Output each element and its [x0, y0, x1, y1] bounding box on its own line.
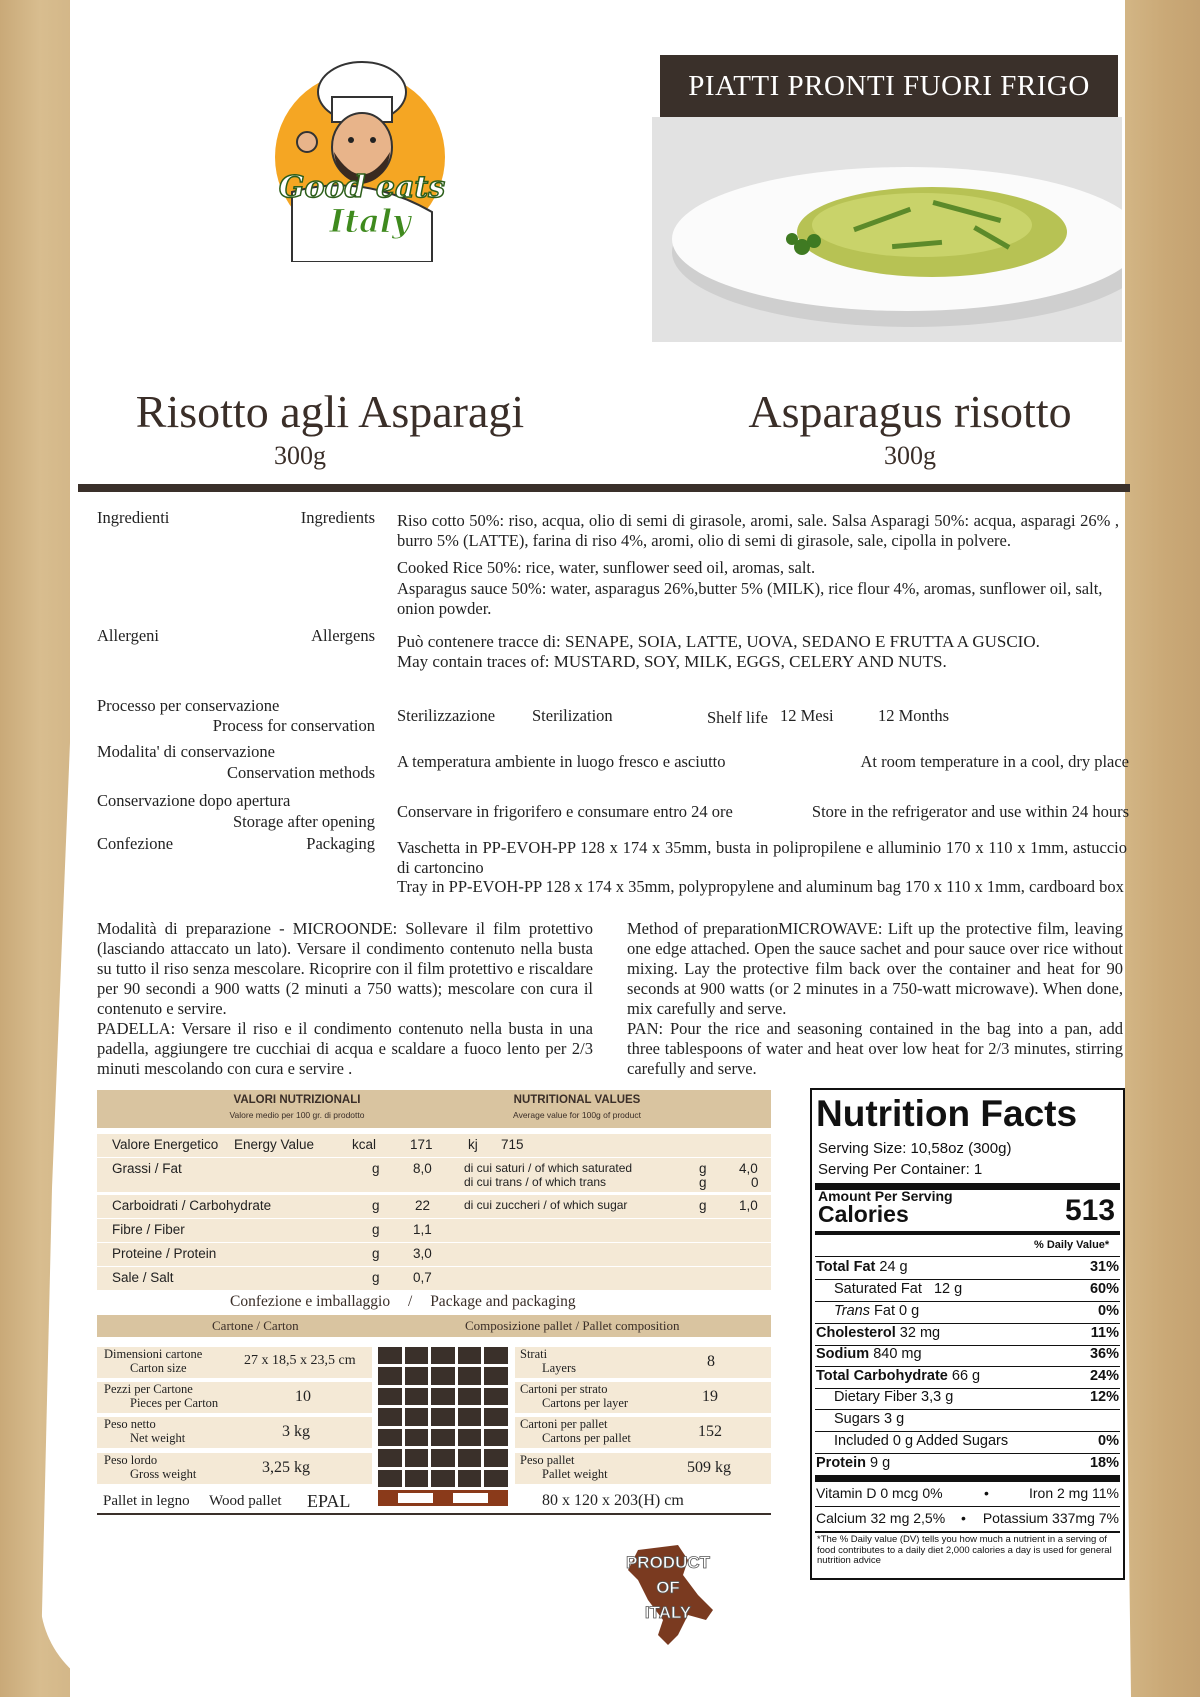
- nf-footnote: *The % Daily value (DV) tells you how much a nutrient in a serving of food contributes to a daily diet 2,000 calories a day is used for general nutrition advice: [817, 1534, 1112, 1566]
- label-after-opening-en: Storage after opening: [232, 812, 375, 831]
- nf-rule: [815, 1506, 1120, 1507]
- nf-bar-3: [815, 1475, 1120, 1482]
- shelf-life-it: 12 Mesi: [780, 706, 834, 725]
- nf-row-cholesterol: Cholesterol 32 mg 11%: [816, 1325, 1119, 1341]
- nv-saturated-unit: g: [699, 1161, 707, 1176]
- nv-protein-value: 3,0: [413, 1246, 432, 1261]
- pallet-weight-en: Pallet weight: [542, 1467, 608, 1481]
- nf-row-trans-fat: Trans Fat 0 g 0%: [834, 1303, 1119, 1319]
- label-conservation-it: Modalita' di conservazione: [97, 742, 275, 761]
- nv-sugar: di cui zuccheri / of which sugar: [464, 1198, 628, 1212]
- cartons-per-pallet-en: Cartons per pallet: [542, 1431, 631, 1445]
- packaging-title: [230, 1293, 576, 1311]
- nf-row-protein: Protein 9 g 18%: [816, 1455, 1119, 1471]
- preparation-en: Method of preparationMICROWAVE: Lift up the protective film, leaving one edge attached. Open the sauce sachet and pour sauce over rice without mixing. Lay the protective film back over the container and heat for 90 seconds at 900 watts (or 2 minutes in a 750-watt microwave). When done, mix carefully and serve.: [627, 919, 1123, 1018]
- net-weight-en: Net weight: [130, 1431, 186, 1445]
- pieces-row: [97, 1382, 372, 1413]
- allergens-text-en: May contain traces of: MUSTARD, SOY, MILK, EGGS, CELERY AND NUTS.: [397, 652, 947, 671]
- nv-fibre-unit: g: [372, 1222, 380, 1237]
- preparation-en-pan: PAN: Pour the rice and seasoning contained in the bag into a pan, add three tablespoons of water and heat over low heat for 2/3 minutes, stirring carefully and serve.: [627, 1019, 1123, 1078]
- logo-text-1: Good eats: [278, 170, 446, 205]
- nv-row-protein: [97, 1243, 771, 1266]
- cartons-per-layer-row: [515, 1382, 771, 1413]
- shelf-life-label: Shelf life: [707, 708, 768, 727]
- after-opening-value-it: Conservare in frigorifero e consumare entro 24 ore: [397, 802, 733, 821]
- gross-weight-en: Gross weight: [130, 1467, 197, 1481]
- packaging-title-en: Package and packaging: [430, 1293, 576, 1310]
- packaging-title-sep: /: [408, 1293, 413, 1310]
- allergens-text-it: Può contenere tracce di: SENAPE, SOIA, LATTE, UOVA, SEDANO E FRUTTA A GUSCIO.: [397, 632, 1040, 651]
- cartons-per-layer-en: Cartons per layer: [542, 1396, 629, 1410]
- cartons-per-pallet-row: [515, 1417, 771, 1448]
- pallet-weight-row: [515, 1453, 771, 1484]
- label-allergens: Allergens: [311, 626, 375, 645]
- nf-row-fiber: Dietary Fiber 3,3 g 12%: [834, 1389, 1119, 1405]
- wood-pallet-en: Wood pallet: [209, 1493, 282, 1509]
- cartons-per-layer-value: 19: [702, 1388, 718, 1405]
- nv-row-energy: [97, 1134, 771, 1157]
- after-opening-value-en: Store in the refrigerator and use within 24 hours: [811, 802, 1129, 821]
- packaging-value-en: Tray in PP-EVOH-PP 128 x 174 x 35mm, polypropylene and aluminum bag 170 x 110 x 1mm, cardboard box: [397, 877, 1124, 896]
- pallet-head: Composizione pallet / Pallet composition: [465, 1318, 680, 1333]
- ingredients-text-en: Cooked Rice 50%: rice, water, sunflower seed oil, aromas, salt.: [397, 558, 816, 577]
- nf-amount: Amount Per Serving: [818, 1188, 953, 1204]
- nv-sugar-unit: g: [699, 1198, 707, 1213]
- nv-head-it: VALORI NUTRIZIONALI: [233, 1094, 361, 1106]
- nf-calories: 513: [1065, 1194, 1116, 1227]
- gross-weight-row: [97, 1453, 372, 1484]
- poi-line-1: PRODUCT: [625, 1553, 711, 1572]
- nf-rule: [815, 1279, 1120, 1280]
- gross-weight-value: 3,25 kg: [262, 1459, 310, 1476]
- packaging-bottom-rule: [97, 1513, 771, 1515]
- nv-carb: Carboidrati / Carbohydrate: [112, 1198, 272, 1213]
- logo-text-2: Italy: [329, 202, 411, 240]
- cartons-per-layer-it: Cartoni per strato: [520, 1382, 608, 1396]
- label-process-en: Process for conservation: [212, 716, 375, 735]
- nf-serving-per: Serving Per Container: 1: [818, 1161, 983, 1178]
- nf-rule: [815, 1431, 1120, 1432]
- nf-rule: [815, 1301, 1120, 1302]
- carton-size-en: Carton size: [130, 1361, 187, 1375]
- gross-weight-it: Peso lordo: [104, 1453, 158, 1467]
- nf-rule: [815, 1323, 1120, 1324]
- layers-value: 8: [707, 1353, 715, 1370]
- label-allergeni: Allergeni: [97, 626, 160, 645]
- label-conservation-en: Conservation methods: [226, 763, 375, 782]
- nf-row-saturated-fat: Saturated Fat 12 g 60%: [834, 1281, 1119, 1297]
- pallet-weight-value: 509 kg: [687, 1459, 731, 1476]
- wood-pallet-it: Pallet in legno: [103, 1493, 190, 1509]
- nf-rule: [815, 1409, 1120, 1410]
- nf-row-added-sugars: Included 0 g Added Sugars 0%: [834, 1433, 1119, 1449]
- nv-trans: di cui trans / of which trans: [464, 1175, 607, 1189]
- label-packaging-en: Packaging: [306, 834, 375, 853]
- carton-size-row: [97, 1347, 372, 1378]
- nv-carb-value: 22: [415, 1198, 431, 1213]
- nv-sub-it: Valore medio per 100 gr. di prodotto: [229, 1110, 365, 1120]
- layers-row: [515, 1347, 771, 1378]
- nf-calories-label: Calories: [818, 1201, 909, 1227]
- carton-size-value: 27 x 18,5 x 23,5 cm: [244, 1353, 356, 1368]
- nv-sugar-value: 1,0: [739, 1198, 758, 1213]
- conservation-value-en: At room temperature in a cool, dry place: [860, 752, 1129, 771]
- weight-italian: 300g: [274, 441, 326, 470]
- net-weight-it: Peso netto: [104, 1417, 156, 1431]
- nv-saturated: di cui saturi / of which saturated: [464, 1161, 633, 1175]
- nv-protein: Proteine / Protein: [112, 1246, 217, 1261]
- product-of-italy-badge: [618, 1540, 723, 1650]
- pallet-stack-icon: [378, 1347, 508, 1487]
- process-value-en: Sterilization: [532, 706, 613, 725]
- nv-saturated-value: 4,0: [739, 1161, 758, 1176]
- carton-head: Cartone / Carton: [212, 1318, 299, 1333]
- nv-row-fat: [97, 1158, 771, 1192]
- nf-rule: [815, 1531, 1120, 1533]
- carton-size-it: Dimensioni cartone: [104, 1347, 203, 1361]
- nv-trans-value: 0: [751, 1175, 759, 1190]
- nutrition-facts-panel: [810, 1088, 1125, 1580]
- divider-rule: [78, 484, 1130, 492]
- pieces-en: Pieces per Carton: [130, 1396, 219, 1410]
- pieces-value: 10: [295, 1388, 311, 1405]
- title-english: Asparagus risotto: [748, 386, 1072, 437]
- nf-rule: [815, 1366, 1120, 1367]
- net-weight-row: [97, 1417, 372, 1448]
- nv-kcal: 171: [410, 1137, 433, 1152]
- banner: PIATTI PRONTI FUORI FRIGO: [660, 55, 1118, 117]
- nf-serving-size: Serving Size: 10,58oz (300g): [818, 1140, 1012, 1157]
- layers-it: Strati: [520, 1347, 548, 1361]
- nf-row-sodium: Sodium 840 mg 36%: [816, 1346, 1119, 1362]
- nf-row-total-fat: Total Fat 24 g 31%: [816, 1259, 1119, 1275]
- pallet-weight-it: Peso pallet: [520, 1453, 575, 1467]
- cartons-per-pallet-value: 152: [698, 1423, 722, 1440]
- nf-bar-2: [815, 1231, 1120, 1235]
- nv-salt-unit: g: [372, 1270, 380, 1285]
- label-after-opening-it: Conservazione dopo apertura: [97, 791, 291, 810]
- nv-row-fibre: [97, 1219, 771, 1242]
- ingredients-text-it: Riso cotto 50%: riso, acqua, olio di semi di girasole, aromi, sale. Salsa Asparagi 50%: acqua, asparagi 26% , burro 5% (LATTE), farina di riso 4%, aromi, olio di semi di girasole, sale, cipolla in polvere.: [397, 511, 1119, 550]
- nv-protein-unit: g: [372, 1246, 380, 1261]
- nv-salt: Sale / Salt: [112, 1270, 174, 1285]
- nv-fat: Grassi / Fat: [112, 1161, 182, 1176]
- label-packaging-it: Confezione: [97, 834, 174, 853]
- product-photo: [652, 117, 1122, 342]
- packaging-value-it: Vaschetta in PP-EVOH-PP 128 x 174 x 35mm, busta in polipropilene e alluminio 170 x 110 x 1mm, astuccio di cartoncino: [397, 838, 1127, 877]
- pallet-base-icon: [378, 1490, 508, 1506]
- preparation-it-pan: PADELLA: Versare il riso e il condimento contenuto nella busta in una padella, aggiungere tre cucchiai di acqua e scaldare a fuoco lento per 2/3 minuti mescolando con cura e servire .: [97, 1019, 593, 1078]
- label-ingredienti: Ingredienti: [97, 508, 170, 527]
- shelf-life-en: 12 Months: [878, 706, 950, 725]
- weight-english: 300g: [884, 441, 936, 470]
- nf-row-vitamin-iron: Vitamin D 0 mcg 0% • Iron 2 mg 11%: [816, 1485, 1119, 1501]
- brand-logo: [262, 52, 462, 262]
- process-value-it: Sterilizzazione: [397, 706, 496, 725]
- pieces-it: Pezzi per Cartone: [104, 1382, 193, 1396]
- net-weight-value: 3 kg: [282, 1423, 310, 1440]
- nf-rule: [815, 1256, 1120, 1257]
- nf-rule: [815, 1453, 1120, 1454]
- nv-trans-unit: g: [699, 1175, 707, 1190]
- label-ingredients: Ingredients: [300, 508, 375, 527]
- ingredients-text-en-2: Asparagus sauce 50%: water, asparagus 26%,butter 5% (MILK), rice flour 4%, aromas, sunflower oil, salt, onion powder.: [397, 579, 1103, 618]
- nv-energy-it: Valore Energetico: [112, 1137, 219, 1152]
- poi-line-2: OF: [656, 1578, 680, 1597]
- packaging-header: [97, 1315, 771, 1337]
- title-italian: Risotto agli Asparagi: [135, 386, 525, 437]
- nf-dv-head: % Daily Value*: [1034, 1239, 1110, 1251]
- nv-energy-en: Energy Value: [234, 1137, 315, 1152]
- cartons-per-pallet-it: Cartoni per pallet: [520, 1417, 608, 1431]
- nv-carb-unit: g: [372, 1198, 380, 1213]
- nv-head-en: NUTRITIONAL VALUES: [513, 1094, 641, 1106]
- nv-fat-value: 8,0: [413, 1161, 432, 1176]
- nv-salt-value: 0,7: [413, 1270, 432, 1285]
- nf-row-calcium-potassium: Calcium 32 mg 2,5% • Potassium 337mg 7%: [816, 1510, 1119, 1526]
- nv-row-carb: [97, 1195, 771, 1218]
- nutrition-table-header: [97, 1090, 771, 1128]
- nv-kj-unit: kj: [468, 1137, 478, 1152]
- preparation-it: Modalità di preparazione - MICROONDE: Sollevare il film protettivo (lasciando attaccato un lato). Versare il condimento contenuto nella busta su tutto il riso senza mescolare. Ricoprire con il film protettivo e riscaldare per 90 secondi a 900 watts (2 minuti a 750 watts); mescolare con cura il contenuto e servire.: [97, 919, 593, 1018]
- nv-fibre: Fibre / Fiber: [112, 1222, 185, 1237]
- nv-fibre-value: 1,1: [413, 1222, 432, 1237]
- nv-kcal-unit: kcal: [352, 1137, 377, 1152]
- nv-row-salt: [97, 1267, 771, 1290]
- label-process-it: Processo per conservazione: [97, 696, 280, 715]
- nutrition-values-table: [97, 1090, 771, 1290]
- wood-pallet-value: EPAL: [307, 1491, 351, 1511]
- layers-en: Layers: [542, 1361, 577, 1375]
- conservation-value-it: A temperatura ambiente in luogo fresco e asciutto: [397, 752, 726, 771]
- nv-kj: 715: [501, 1137, 524, 1152]
- nf-title: Nutrition Facts: [816, 1093, 1078, 1134]
- nv-fat-unit: g: [372, 1161, 380, 1176]
- nf-row-sugars: Sugars 3 g: [834, 1411, 905, 1427]
- poi-line-3: ITALY: [644, 1603, 692, 1622]
- packaging-title-it: Confezione e imballaggio: [230, 1293, 391, 1310]
- pallet-dimensions: 80 x 120 x 203(H) cm: [542, 1492, 684, 1509]
- nf-row-total-carb: Total Carbohydrate 66 g 24%: [816, 1368, 1119, 1384]
- nv-sub-en: Average value for 100g of product: [513, 1110, 641, 1120]
